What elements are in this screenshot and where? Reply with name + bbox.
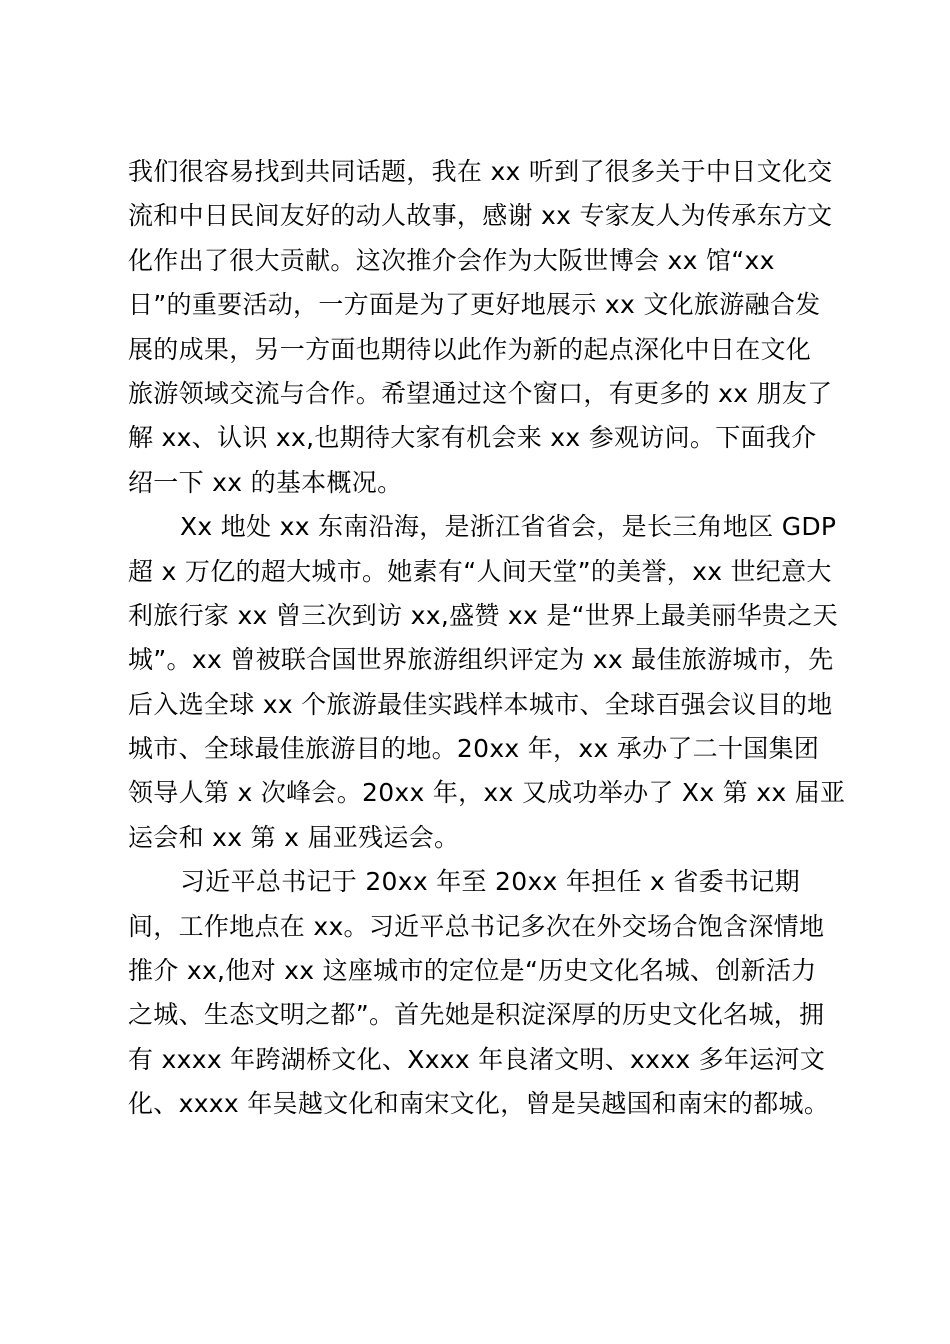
paragraph-3-line-4: 之城、生态文明之都”。首先她是积淀深厚的历史文化名城，拥 xyxy=(128,1000,825,1030)
paragraph-2-line-7: 领导人第 x 次峰会。20xx 年，xx 又成功举办了 Xx 第 xx 届亚 xyxy=(128,778,846,808)
paragraph-2-line-8: 运会和 xx 第 x 届亚残运会。 xyxy=(128,822,460,852)
paragraph-1-line-6: 旅游领域交流与合作。希望通过这个窗口，有更多的 xx 朋友了 xyxy=(128,378,833,408)
paragraph-1-line-8: 绍一下 xx 的基本概况。 xyxy=(128,467,403,497)
paragraph-3-line-6: 化、xxxx 年吴越文化和南宋文化，曾是吴越国和南宋的都城。 xyxy=(128,1089,830,1119)
paragraph-3-line-3: 推介 xx,他对 xx 这座城市的定位是“历史文化名城、创新活力 xyxy=(128,956,817,986)
paragraph-2-line-3: 利旅行家 xx 曾三次到访 xx,盛赞 xx 是“世界上最美丽华贵之天 xyxy=(128,600,838,630)
paragraph-1-line-5: 展的成果，另一方面也期待以此作为新的起点深化中日在文化 xyxy=(128,334,812,364)
paragraph-1-line-1: 我们很容易找到共同话题，我在 xx 听到了很多关于中日文化交 xyxy=(128,157,833,186)
paragraph-2-line-5: 后入选全球 xx 个旅游最佳实践样本城市、全球百强会议目的地 xyxy=(128,689,833,719)
paragraph-3-line-1: 习近平总书记于 20xx 年至 20xx 年担任 x 省委书记期 xyxy=(180,867,800,897)
paragraph-1-line-3: 化作出了很大贡献。这次推介会作为大阪世博会 xx 馆“xx xyxy=(128,245,775,275)
paragraph-3-line-5: 有 xxxx 年跨湖桥文化、Xxxx 年良渚文明、xxxx 多年运河文 xyxy=(128,1044,826,1074)
paragraph-3-line-2: 间，工作地点在 xx。习近平总书记多次在外交场合饱含深情地 xyxy=(128,911,825,941)
paragraph-1-line-2: 流和中日民间友好的动人故事，感谢 xx 专家友人为传承东方文 xyxy=(128,201,833,231)
paragraph-2-line-4: 城”。xx 曾被联合国世界旅游组织评定为 xx 最佳旅游城市，先 xyxy=(128,645,834,675)
paragraph-1-line-4: 日”的重要活动，一方面是为了更好地展示 xx 文化旅游融合发 xyxy=(128,290,821,320)
paragraph-2-line-6: 城市、全球最佳旅游目的地。20xx 年，xx 承办了二十国集团 xyxy=(128,734,820,764)
body-text xyxy=(128,150,846,1127)
paragraph-2-line-2: 超 x 万亿的超大城市。她素有“人间天堂”的美誉，xx 世纪意大 xyxy=(128,556,832,586)
paragraph-1-line-7: 解 xx、认识 xx,也期待大家有机会来 xx 参观访问。下面我介 xyxy=(128,423,817,453)
paragraph-2-line-1: Xx 地处 xx 东南沿海，是浙江省省会，是长三角地区 GDP xyxy=(180,512,837,542)
